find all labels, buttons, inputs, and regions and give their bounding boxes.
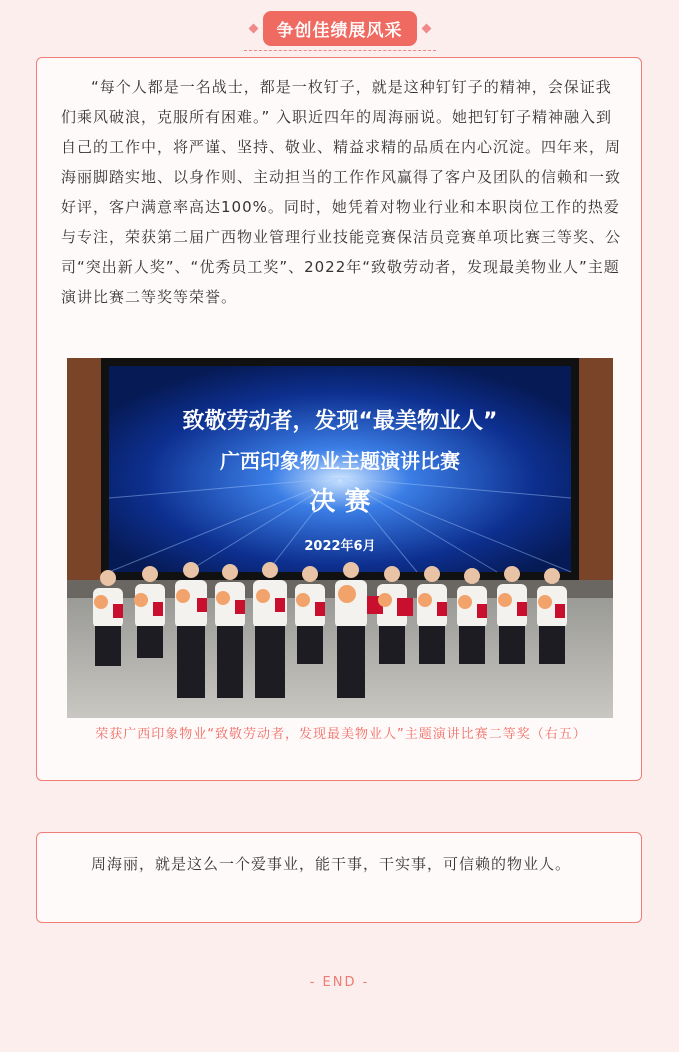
photo-caption: 荣获广西印象物业“致敬劳动者，发现最美物业人”主题演讲比赛二等奖（右五） — [95, 727, 587, 742]
section-title: 争创佳绩展风采 — [263, 11, 417, 46]
body-paragraph-1: “每个人都是一名战士，都是一枚钉子，就是这种钉钉子的精神，会保证我们乘风破浪，克服所有困难。” 入职近四年的周海丽说。她把钉钉子精神融入到自己的工作中，将严谨、坚持、敬业、精益求精的品质在内心沉淀。四年来，周海丽脚踏实地、以身作则、主动担当的工作作风赢得了客户及团队的信赖和一致好评，客户满意率高达100%。同时，她凭着对物业行业和本职岗位工作的热爱与专注，荣获第二届广西物业管理行业技能竞赛保洁员竞赛单项比赛三等奖、公司“突出新人奖”、“优秀员工奖”、2022年“致敬劳动者，发现最美物业人”主题演讲比赛二等奖等荣誉。 — [61, 78, 622, 306]
screen-line-4: 2022年6月 — [304, 539, 376, 554]
header-dashed-underline — [244, 50, 436, 51]
screen-line-1: 致敬劳动者，发现“最美物业人” — [182, 409, 498, 434]
end-marker: - END - — [309, 975, 370, 990]
section-header — [0, 10, 679, 46]
content-card-1 — [36, 57, 642, 781]
content-card-2 — [36, 832, 642, 923]
screen-line-3: 决 赛 — [309, 487, 371, 517]
diamond-left-icon — [248, 23, 258, 33]
award-photo — [67, 358, 613, 718]
diamond-right-icon — [421, 23, 431, 33]
screen-line-2: 广西印象物业主题演讲比赛 — [220, 449, 460, 473]
body-paragraph-2: 周海丽，就是这么一个爱事业，能干事，干实事，可信赖的物业人。 — [91, 855, 572, 873]
